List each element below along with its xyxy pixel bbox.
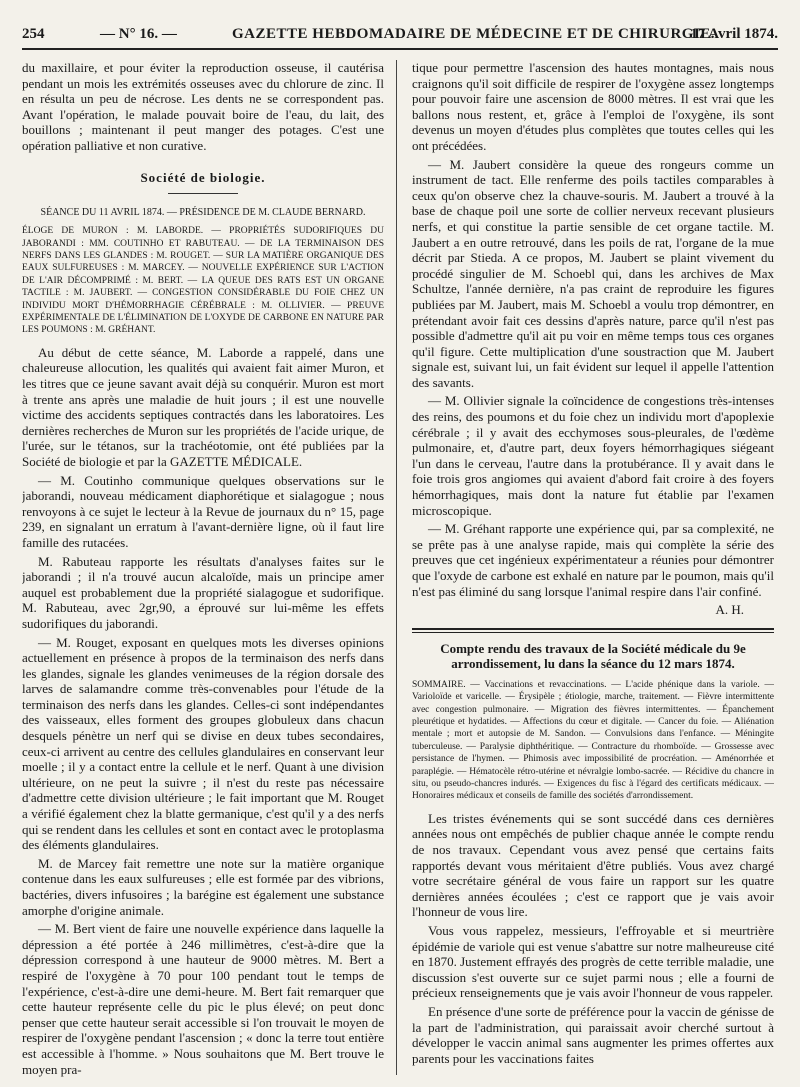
issue-date: 17 Avril 1874. bbox=[690, 26, 778, 42]
left-column bbox=[22, 60, 384, 1080]
article-paragraph: — M. Jaubert considère la queue des rongeurs comme un instrument de tact. Elle renferme des poils tactiles comparables à ceux qu'on observe chez la chauve-souris. M. Jaubert a trouvé à la base de chaque poil une sorte de collier nerveux recevant plusieurs nerfs, et qui constitue la partie sensible de cet organe tactile. M. Jaubert a en outre retrouvé, dans les poils de rat, l'organe de la mue décrit par Stieda. A ce propos, M. Jaubert se plaint vivement du procédé singulier de M. Schoebl qui, dans les archives de Max Schultze, l'année dernière, n'a pas craint de reproduire les figures publiées par M. Jaubert, mais M. Schoebl a voulu trop démontrer, en prétendant avoir fait ces dessins d'après nature, parce qu'il n'est pas possible d'admettre qu'il ait pu voir en même temps tous ces organes qu'il figure. Cette multiplication d'une soustraction que M. Jaubert signale est, suivant lui, un fait évident sur lequel il appelle l'attention des savants. bbox=[412, 156, 774, 390]
page-number: 254 bbox=[22, 26, 45, 42]
article-paragraph: M. Rabuteau rapporte les résultats d'analyses faites sur le jaborandi ; il n'a trouvé aucun alcaloïde, mais un principe amer auquel est probablement due la propriété sialagogue et sudorifique. M. Rabuteau, avec 2gr,90, a éprouvé sur lui-même les effets sudorifiques du jaborandi. bbox=[22, 553, 384, 631]
divider bbox=[412, 632, 774, 633]
session-summary: ÉLOGE DE MURON : M. LABORDE. — PROPRIÉTÉS SUDORIFIQUES DU JABORANDI : MM. COUTINHO ET RABUTEAU. — DE LA TERMINAISON DES NERFS DANS LES GLANDES : M. ROUGET. — SUR LA MATIÈRE ORGANIQUE DES EAUX SULFUREUSES : M. MARCEY. — NOUVELLE EXPÉRIENCE SUR L'ACTION DE L'AIR DÉCOMPRIMÉ : M. BERT. — LA QUEUE DES RATS EST UN ORGANE TACTILE : M. JAUBERT. — CONGESTION CONSIDÉRABLE DU FOIE CHEZ UN INDIVIDU MORT D'HÉMORRHAGIE CÉRÉBRALE : M. OLLIVIER. — PREUVE EXPÉRIMENTALE DE L'ÉLIMINATION DE L'OXYDE DE CARBONE EN NATURE PAR LES POUMONS : M. GRÉHANT. bbox=[22, 226, 384, 336]
author-signature: A. H. bbox=[715, 602, 744, 618]
article-paragraph: M. de Marcey fait remettre une note sur la matière organique contenue dans les eaux sulfureuses ; elle est formée par des vibrions, bactéries, divers infusoires ; la barégine est également une substance amorphe d'origine animale. bbox=[22, 855, 384, 918]
section-summary: SOMMAIRE. — Vaccinations et revaccinations. — L'acide phénique dans la variole. — Varioloïde et varicelle. — Érysipèle ; étiologie, marche, traitement. — Fièvre intermittente avec congestion pulmonaire. — Migration des fièvres intermittentes. — Épanchement pleurétique et hydatides. — Affections du cœur et digitale. — Cancer du foie. — Aliénation mentale ; mort et autopsie de M. Sandon. — Convulsions dans l'enfance. — Méningite tuberculeuse. — Paralysie diphthéritique. — Contracture du rhomboïde. — Grossesse avec persistance de l'hymen. — Phimosis avec impossibilité de procréation. — Aménorrhée et paraplégie. — Hématocèle rétro-utérine et névralgie lombo-sacrée. — Récidive du chancre in situ, ou pseudo-chancres indurés. — Exigences du fisc à l'égard des certificats médicaux. — Honoraires médicaux et conseils de famille des sociétés d'arrondissement. bbox=[412, 679, 774, 802]
article-paragraph: — M. Gréhant rapporte une expérience qui, par sa complexité, ne se prête pas à une analyse rapide, mais qui complète la série des preuves que cet ingénieux expérimentateur a réunies pour démontrer que l'oxyde de carbone est exhalé en nature par le poumon, mais qu'il n'est pas éliminé du sang lorsque l'animal respire dans l'air confiné. bbox=[412, 521, 774, 599]
article-paragraph: Les tristes événements qui se sont succédé dans ces dernières années nous ont empêchés de publier chaque année le compte rendu de nos travaux. Cependant vous avez pensé que certains faits rapportés devant vous méritaient d'être publiés. Vous avez chargé votre secrétaire général de vous faire un rapport sur les quatre dernières années écoulées ; c'est ce rapport que je vais avoir l'honneur de vous lire. bbox=[412, 810, 774, 920]
session-heading: SÉANCE DU 11 AVRIL 1874. — PRÉSIDENCE DE M. CLAUDE BERNARD. bbox=[40, 207, 366, 219]
article-paragraph: — M. Coutinho communique quelques observations sur le jaborandi, nouveau médicament diaphorétique et sialagogue ; nous renvoyons à ce sujet le lecteur à la Revue de journaux du n° 15, page 239, en signalant un erratum à l'avant-dernière ligne, où il faut lire famille des rutacées. bbox=[22, 472, 384, 550]
article-paragraph: tique pour permettre l'ascension des hautes montagnes, mais nous craignons qu'il soit difficile de respirer de l'oxygène assez longtemps pour pouvoir faire une ascension de 8000 mètres. Il est vrai que les ballons nous restent, et, grâce à l'emploi de l'oxygène, ils sont devenus un moyen d'études plus complètes que toutes celles qui les ont précédées. bbox=[412, 60, 774, 153]
section-title: Société de biologie. bbox=[140, 169, 266, 185]
journal-title: GAZETTE HEBDOMADAIRE DE MÉDECINE ET DE CHIRURGIE. bbox=[232, 26, 716, 42]
right-column bbox=[412, 60, 774, 1080]
issue-number: — N° 16. — bbox=[100, 26, 177, 42]
article-paragraph: du maxillaire, et pour éviter la reproduction osseuse, il cautérisa pendant un mois les extrémités osseuses avec du chlorure de zinc. Il en résulta un peu de nécrose. Les dents ne se correspondent pas. Avant l'opération, le malade pouvait boire de l'eau, du lait, des bouillons ; maintenant il peut manger des potages. C'est une opération palliative et non curative. bbox=[22, 60, 384, 153]
article-paragraph: — M. Ollivier signale la coïncidence de congestions très-intenses des reins, des poumons et du foie chez un individu mort d'apoplexie cérébrale ; il y avait des ecchymoses sous-pleurales, de l'œdème pulmonaire, et, d'autre part, deux foyers hémorrhagiques siégeant l'un dans le cerveau, l'autre dans la protubérance. Il y avait dans le foie trois gros angiomes qui avaient d'abord fait croire à des foyers hémorrhagiques, mais dont la nature fut établie par l'examen microscopique. bbox=[412, 393, 774, 518]
divider bbox=[168, 193, 238, 194]
article-paragraph: En présence d'une sorte de préférence pour la vaccin de génisse de la part de l'administration, qui paraissait avoir cherché surtout à développer le vaccin animal sans augmenter les primes offertes aux parents pour les vaccinations faites bbox=[412, 1003, 774, 1066]
article-paragraph: — M. Rouget, exposant en quelques mots les diverses opinions actuellement en présence à propos de la terminaison des nerfs dans les glandes, signale les glandes venimeuses de la région dorsale des larves de salamandre comme très-convenables pour l'étude de la terminaison des nerfs dans les glandes. Celles-ci sont indépendantes des vaisseaux, elles forment des groupes globuleux dans chacun desquels pénètre un nerf qui se divise en deux tubes secondaires, ceux-ci arrivent au centre des cellules glandulaires en conservant leur moelle ; il y a contact entre la cellule et le nerf. Quant à une division ultérieure, on ne peut la suivre ; il n'est du reste pas nécessaire d'admettre cette division ultérieure ; le fait important que M. Rouget a vérifié également chez la blatte germanique, c'est qu'il y a des nerfs qui se rendent dans les cellules et sont en contact avec le protoplasma des éléments glandulaires. bbox=[22, 634, 384, 853]
column-divider bbox=[396, 60, 397, 1075]
article-paragraph: Vous vous rappelez, messieurs, l'effroyable et si meurtrière épidémie de variole qui est venue s'abattre sur notre malheureuse cité en 1870. Justement effrayés des progrès de cette terrible maladie, une discussion s'est ouverte sur ce sujet parmi nous ; elle a fourni de précieux renseignements que je vais avoir l'honneur de vous rappeler. bbox=[412, 923, 774, 1001]
section-title: Compte rendu des travaux de la Société médicale du 9e arrondissement, lu dans la séance du 12 mars 1874. bbox=[440, 640, 746, 671]
article-paragraph: Au début de cette séance, M. Laborde a rappelé, dans une chaleureuse allocution, les qualités qui avaient fait aimer Muron, et les titres que ce jeune savant avait déjà su conquérir. Muron est mort à trente ans après une maladie de huit jours ; il est une nouvelle victime des accidents septiques contractés dans les laboratoires. Les dernières recherches de Muron sur les propriétés de l'acide urique, de l'urée, sur le tétanos, sur la trachéotomie, ont été publiées par la Société de biologie et par la GAZETTE MÉDICALE. bbox=[22, 344, 384, 469]
article-paragraph: — M. Bert vient de faire une nouvelle expérience dans laquelle la dépression a été portée à 246 millimètres, c'est-à-dire que la dépression correspond à une hauteur de 9000 mètres. M. Bert a respiré de l'oxygène à 70 pour 100 pendant tout le temps de l'expérience, c'est-à-dire une demi-heure. M. Bert fait remarquer que cette hauteur représente celle du pic le plus élevé; on peut donc penser que cette hauteur serait accessible si l'on trouvait le moyen de respirer de l'oxygène pendant l'ascension ; « donc la terre tout entière est accessible à l'homme. » Nous souhaitons que M. Bert trouve le moyen pra- bbox=[22, 921, 384, 1077]
divider bbox=[412, 628, 774, 630]
page-header bbox=[22, 22, 778, 50]
